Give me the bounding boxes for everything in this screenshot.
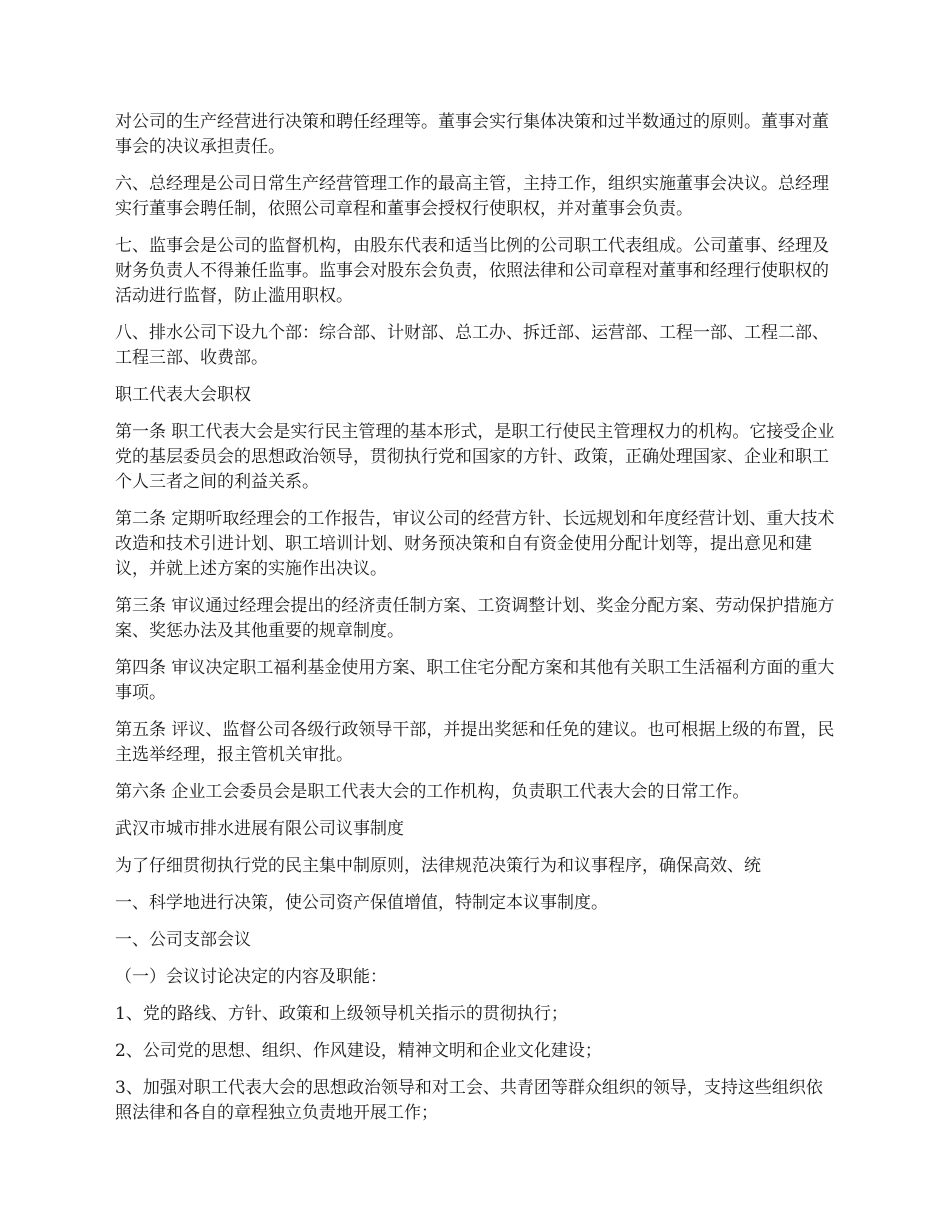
article-3: 第三条 审议通过经理会提出的经济责任制方案、工资调整计划、奖金分配方案、劳动保护措施方案、奖惩办法及其他重要的规章制度。: [115, 596, 835, 641]
section-heading-rules: 武汉市城市排水进展有限公司议事制度: [115, 819, 404, 839]
article-1: 第一条 职工代表大会是实行民主管理的基本形式，是职工行使民主管理权力的机构。它接受企业党的基层委员会的思想政治领导，贯彻执行党和国家的方针、政策，正确处理国家、企业和职工个人三者之间的利益关系。: [115, 422, 835, 492]
article-6: 第六条 企业工会委员会是职工代表大会的工作机构，负责职工代表大会的日常工作。: [115, 782, 750, 802]
paragraph-departments: 八、排水公司下设九个部：综合部、计财部、总工办、拆迁部、运营部、工程一部、工程二部、工程三部、收费部。: [115, 323, 829, 368]
list-item-1: 1、党的路线、方针、政策和上级领导机关指示的贯彻执行；: [115, 1004, 568, 1024]
paragraph-general-manager: 六、总经理是公司日常生产经营管理工作的最高主管，主持工作，组织实施董事会决议。总经理实行董事会聘任制，依照公司章程和董事会授权行使职权，并对董事会负责。: [115, 174, 829, 219]
paragraph-rules-intro-continued: 一、科学地进行决策，使公司资产保值增值，特制定本议事制度。: [115, 893, 608, 913]
article-4: 第四条 审议决定职工福利基金使用方案、职工住宅分配方案和其他有关职工生活福利方面的重大事项。: [115, 658, 835, 703]
subsection-heading-meeting-content: （一）会议讨论决定的内容及职能：: [115, 967, 387, 987]
article-2: 第二条 定期听取经理会的工作报告，审议公司的经营方针、长远规划和年度经营计划、重大技术改造和技术引进计划、职工培训计划、财务预决策和自有资金使用分配计划等，提出意见和建议，并就上述方案的实施作出决议。: [115, 509, 835, 579]
list-item-3: 3、加强对职工代表大会的思想政治领导和对工会、共青团等群众组织的领导，支持这些组织依照法律和各自的章程独立负责地开展工作；: [115, 1078, 823, 1123]
paragraph-supervisory-board: 七、监事会是公司的监督机构，由股东代表和适当比例的公司职工代表组成。公司董事、经理及财务负责人不得兼任监事。监事会对股东会负责，依照法律和公司章程对董事和经理行使职权的活动进行监督，防止滥用职权。: [115, 236, 829, 306]
paragraph-rules-intro: 为了仔细贯彻执行党的民主集中制原则，法律规范决策行为和议事程序，确保高效、统: [115, 856, 761, 876]
section-heading-congress-powers: 职工代表大会职权: [115, 385, 251, 405]
section-heading-branch-meeting: 一、公司支部会议: [115, 930, 251, 950]
list-item-2: 2、公司党的思想、组织、作风建设，精神文明和企业文化建设；: [115, 1041, 602, 1061]
paragraph-board-duties: 对公司的生产经营进行决策和聘任经理等。董事会实行集体决策和过半数通过的原则。董事对董事会的决议承担责任。: [115, 112, 829, 157]
article-5: 第五条 评议、监督公司各级行政领导干部，并提出奖惩和任免的建议。也可根据上级的布置，民主选举经理，报主管机关审批。: [115, 720, 835, 765]
